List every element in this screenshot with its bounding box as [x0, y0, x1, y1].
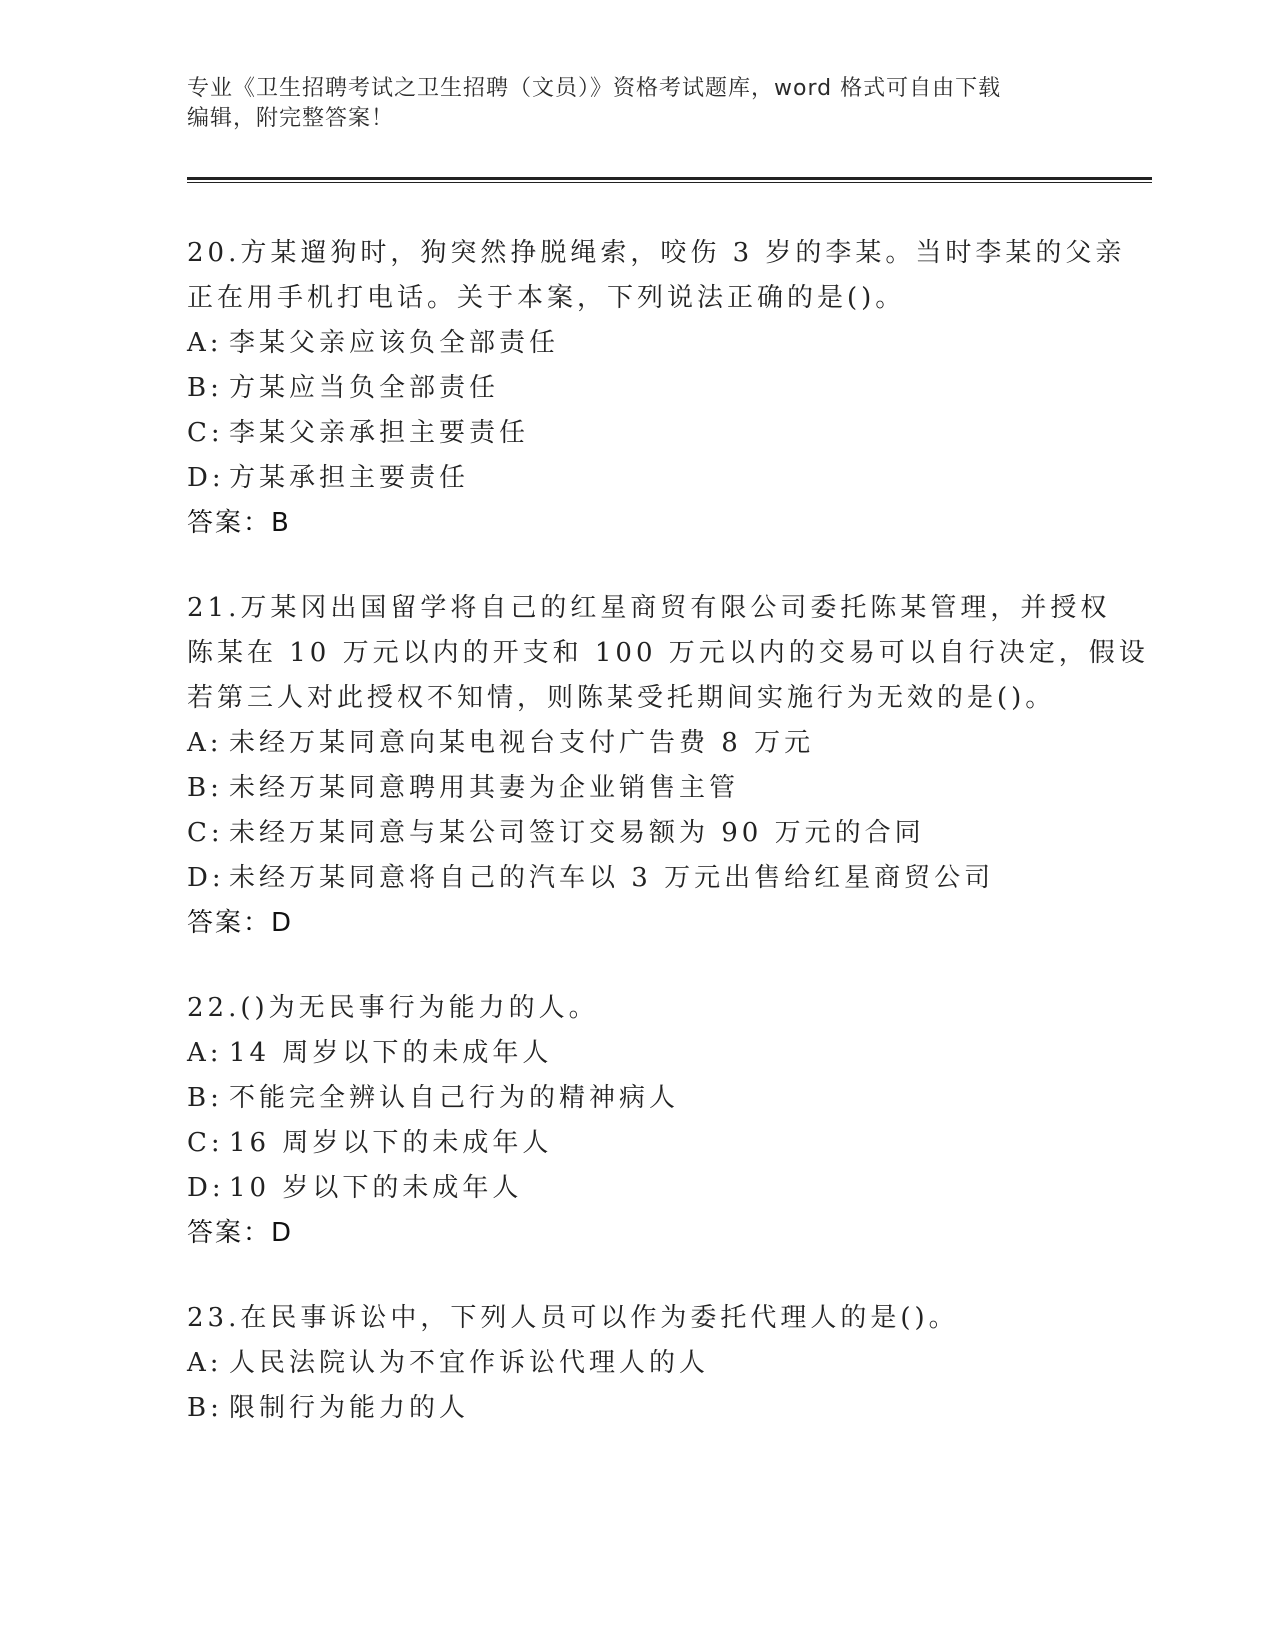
option-c [187, 411, 1087, 456]
option-a [187, 321, 1087, 366]
option-letter: A: [187, 728, 223, 758]
option-text: 限制行为能力的人 [229, 1393, 470, 1423]
option-letter: D: [187, 463, 225, 493]
option-text: 不能完全辨认自己行为的精神病人 [229, 1083, 680, 1113]
option-letter: B: [187, 373, 223, 403]
option-letter: B: [187, 1393, 223, 1423]
question-stem-line: 陈某在 10 万元以内的开支和 100 万元以内的交易可以自行决定，假设 [187, 638, 1149, 668]
question-stem-line: 23.在民事诉讼中，下列人员可以作为委托代理人的是()。 [187, 1303, 959, 1333]
option-text: 未经万某同意聘用其妻为企业销售主管 [229, 773, 740, 803]
answer-line: 答案：D [187, 908, 294, 938]
document-header [187, 74, 1087, 134]
question-list [187, 231, 1149, 1471]
option-text: 未经万某同意与某公司签订交易额为 90 万元的合同 [229, 818, 925, 848]
option-d [187, 456, 1087, 501]
answer-line: 答案：D [187, 1218, 294, 1248]
option-text: 14 周岁以下的未成年人 [229, 1038, 553, 1068]
option-text: 10 岁以下的未成年人 [229, 1173, 523, 1203]
option-text: 16 周岁以下的未成年人 [229, 1128, 553, 1158]
option-letter: B: [187, 1083, 223, 1113]
option-letter: D: [187, 1173, 225, 1203]
option-a [187, 1341, 1087, 1386]
option-c [187, 1121, 1087, 1166]
question-stem-line: 正在用手机打电话。关于本案，下列说法正确的是()。 [187, 283, 906, 313]
option-text: 人民法院认为不宜作诉讼代理人的人 [229, 1348, 710, 1378]
answer-line: 答案：B [187, 508, 291, 538]
option-letter: A: [187, 1348, 223, 1378]
option-b [187, 766, 1087, 811]
option-a [187, 721, 1087, 766]
option-text: 未经万某同意向某电视台支付广告费 8 万元 [229, 728, 815, 758]
option-letter: D: [187, 863, 225, 893]
option-d [187, 856, 1087, 901]
question-stem-line: 20.方某遛狗时，狗突然挣脱绳索，咬伤 3 岁的李某。当时李某的父亲 [187, 238, 1126, 268]
header-line-2: 编辑，附完整答案！ [187, 106, 395, 131]
question-stem-line: 21.万某冈出国留学将自己的红星商贸有限公司委托陈某管理，并授权 [187, 593, 1111, 623]
header-divider-thick [187, 177, 1152, 180]
option-a [187, 1031, 1087, 1076]
option-b [187, 366, 1087, 411]
option-text: 未经万某同意将自己的汽车以 3 万元出售给红星商贸公司 [229, 863, 995, 893]
option-text: 方某承担主要责任 [229, 463, 470, 493]
question-20 [187, 231, 1126, 546]
option-letter: C: [187, 818, 224, 848]
header-line-1: 专业《卫生招聘考试之卫生招聘（文员）》资格考试题库，word 格式可自由下载 [187, 76, 1002, 101]
option-letter: B: [187, 773, 223, 803]
question-23 [187, 1296, 1087, 1431]
option-d [187, 1166, 1087, 1211]
option-text: 李某父亲承担主要责任 [229, 418, 530, 448]
option-text: 李某父亲应该负全部责任 [229, 328, 560, 358]
question-21 [187, 586, 1149, 946]
option-letter: A: [187, 328, 223, 358]
question-stem-line: 22.()为无民事行为能力的人。 [187, 993, 599, 1023]
question-22 [187, 986, 1087, 1256]
header-divider-thin [187, 182, 1152, 183]
option-b [187, 1386, 1087, 1431]
question-stem-line: 若第三人对此授权不知情，则陈某受托期间实施行为无效的是()。 [187, 683, 1056, 713]
option-letter: C: [187, 418, 224, 448]
option-text: 方某应当负全部责任 [229, 373, 500, 403]
option-c [187, 811, 1087, 856]
option-letter: C: [187, 1128, 224, 1158]
option-b [187, 1076, 1087, 1121]
option-letter: A: [187, 1038, 223, 1068]
